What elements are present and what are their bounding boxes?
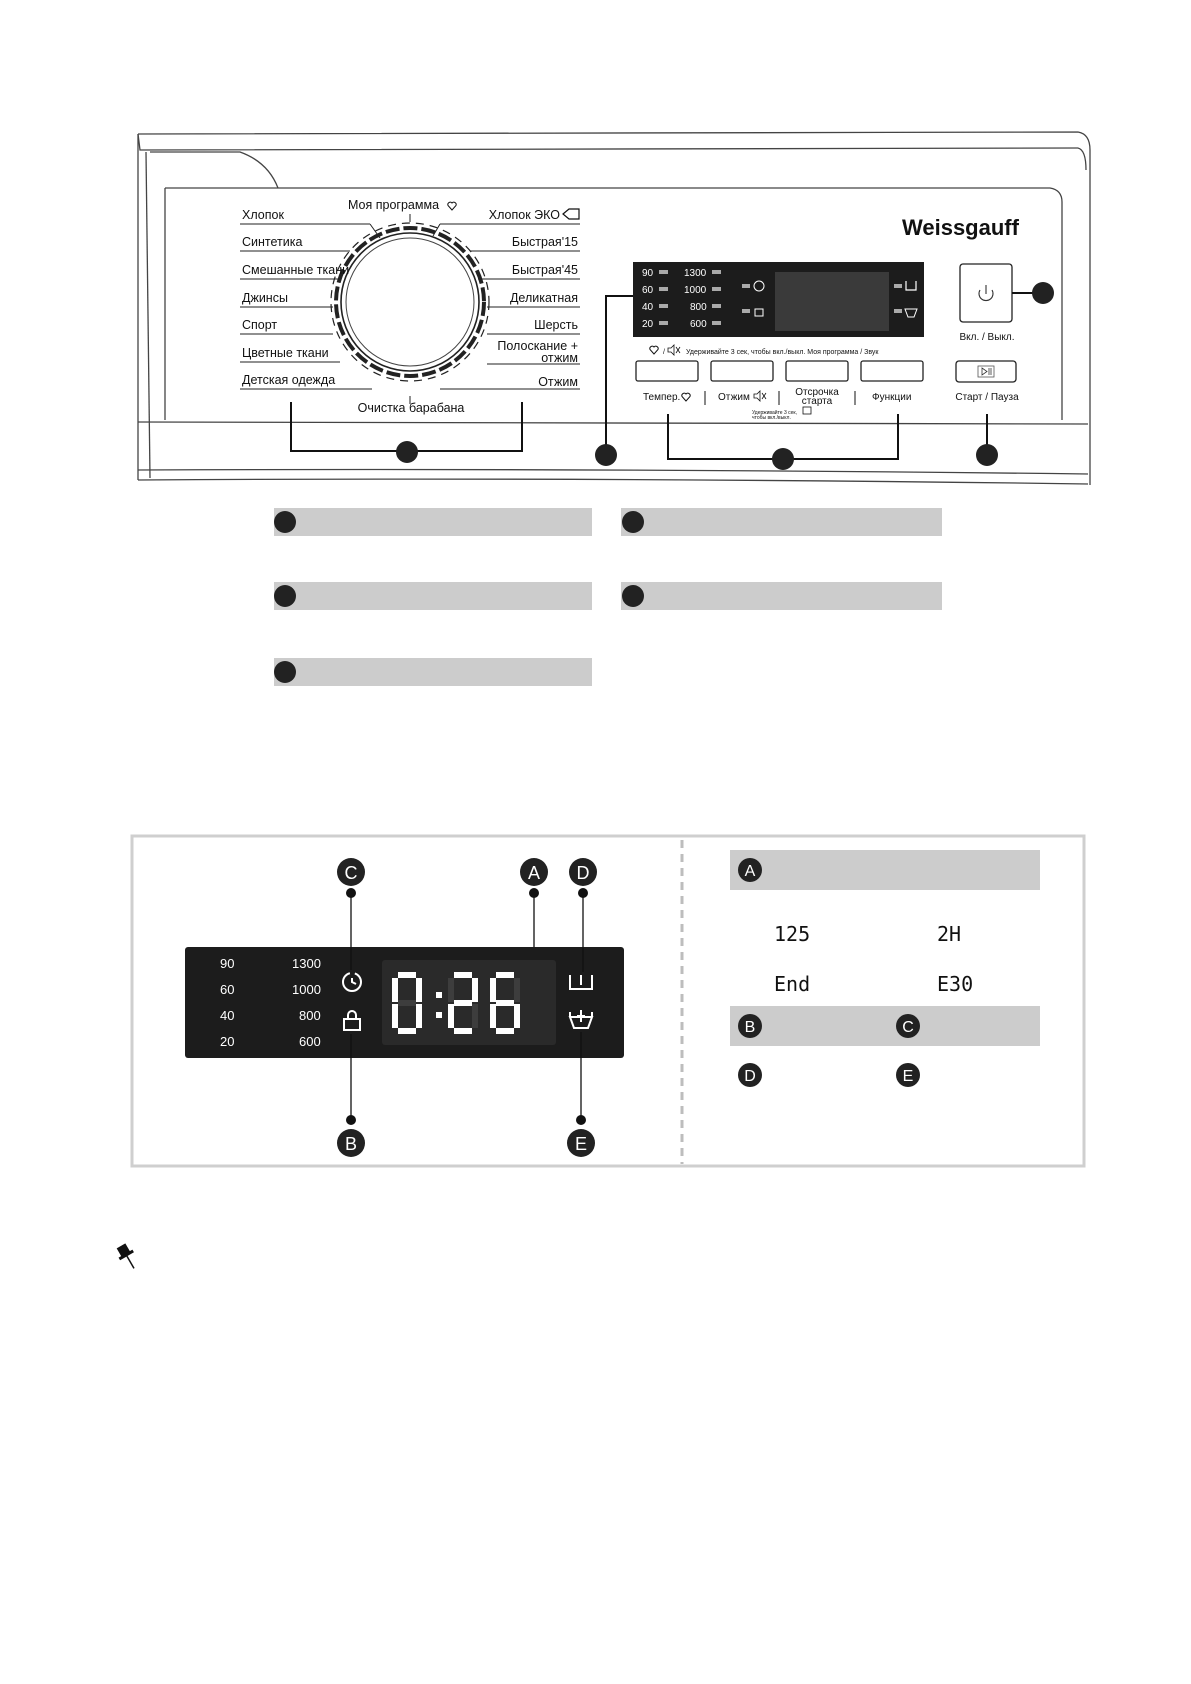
time-colon-dot	[436, 1012, 442, 1018]
time-digit-segment	[448, 1004, 454, 1028]
legend-code-2h: 2H	[937, 922, 962, 946]
hold-hint: Удерживайте 3 сек, чтобы вкл./выкл. Моя программа / Звук	[686, 349, 879, 356]
time-digit-segment	[490, 978, 496, 1002]
heart-icon	[650, 346, 658, 354]
delay-button-label-2: старта	[801, 396, 833, 407]
panel-legend	[274, 508, 942, 686]
slash-sep: /	[663, 349, 665, 356]
callout-marker-display	[595, 444, 617, 466]
program-label-sport: Спорт	[242, 318, 278, 332]
program-label-jeans: Джинсы	[242, 291, 288, 305]
time-digit-segment	[416, 1004, 422, 1028]
detail-temp-20: 20	[220, 1034, 235, 1049]
legend-code-125: 125	[774, 922, 811, 946]
sound-off-icon	[754, 391, 766, 401]
spin-button-label: Отжим	[718, 392, 750, 403]
eco-icon	[563, 209, 579, 219]
time-digit-segment	[454, 972, 472, 978]
marker-D	[569, 858, 597, 886]
detail-temp-90: 90	[220, 956, 235, 971]
time-digit-segment	[496, 1028, 514, 1034]
svg-text:A: A	[744, 863, 756, 880]
delay-hint-1: Удерживайте 3 сек,	[752, 410, 798, 416]
functions-button-label: Функции	[872, 392, 912, 403]
time-digit-segment	[472, 978, 478, 1002]
callout-marker-start	[976, 444, 998, 466]
time-digit-segment	[496, 972, 514, 978]
detail-spin-600: 600	[299, 1034, 321, 1049]
program-label-spin: Отжим	[538, 375, 578, 389]
legend-bc-bar	[730, 1006, 1040, 1046]
detail-temp-40: 40	[220, 1008, 235, 1023]
time-digit-segment	[496, 1000, 514, 1006]
time-colon-dot	[436, 992, 442, 998]
time-digit-segment	[398, 1000, 416, 1006]
panel-spin-1000: 1000	[684, 285, 707, 296]
svg-text:E: E	[574, 1134, 588, 1154]
program-label-baby: Детская одежда	[242, 373, 336, 387]
time-digit-segment	[490, 1004, 496, 1028]
brand-logo: Weissgauff	[902, 215, 1019, 240]
program-label-rinse-spin-1: Полоскание +	[497, 339, 578, 353]
svg-text:B: B	[344, 1134, 358, 1154]
legend-de	[738, 1063, 920, 1087]
svg-text:A: A	[527, 863, 541, 883]
legend-a-bar	[730, 850, 1040, 890]
time-digit-segment	[416, 978, 422, 1002]
detail-spin-800: 800	[299, 1008, 321, 1023]
start-pause-label: Старт / Пауза	[955, 392, 1019, 403]
program-label-quick15: Быстрая'15	[511, 235, 578, 249]
program-label-delicate: Деликатная	[509, 291, 578, 305]
time-digit-segment	[472, 1004, 478, 1028]
panel-outline	[138, 132, 1090, 485]
heart-icon	[682, 393, 690, 401]
heart-icon	[448, 202, 456, 210]
power-label: Вкл. / Выкл.	[959, 332, 1015, 343]
time-digit-segment	[454, 1028, 472, 1034]
svg-text:D: D	[576, 863, 590, 883]
detail-temp-60: 60	[220, 982, 235, 997]
program-label-rinse-spin-2: отжим	[541, 351, 578, 365]
program-label-wool: Шерсть	[534, 318, 578, 332]
marker-E	[567, 1129, 595, 1157]
delay-hint-2: чтобы вкл./выкл.	[752, 415, 791, 421]
marker-C	[337, 858, 365, 886]
delay-button-label-1: Отсрочка	[795, 387, 839, 398]
temp-button[interactable]	[636, 361, 698, 381]
program-label-cotton: Хлопок	[242, 208, 284, 222]
panel-temp-20: 20	[642, 319, 654, 330]
time-digit-segment	[398, 1028, 416, 1034]
pin-icon	[114, 1242, 141, 1273]
panel-digit-window	[775, 272, 889, 331]
svg-text:E: E	[902, 1068, 914, 1085]
functions-button[interactable]	[861, 361, 923, 381]
marker-A	[520, 858, 548, 886]
time-digit-segment	[398, 972, 416, 978]
program-label-synthetics: Синтетика	[242, 235, 303, 249]
svg-text:B: B	[744, 1019, 756, 1036]
program-label-drum-clean: Очистка барабана	[357, 401, 465, 415]
panel-temp-90: 90	[642, 268, 654, 279]
program-label-my-program: Моя программа	[348, 198, 440, 212]
program-label-colors: Цветные ткани	[242, 346, 329, 360]
panel-spin-600: 600	[690, 319, 707, 330]
svg-text:D: D	[744, 1068, 756, 1085]
legend-code-end: End	[774, 972, 811, 996]
time-digit-segment	[392, 978, 398, 1002]
time-digit-segment	[514, 978, 520, 1002]
callout-marker-buttons	[772, 448, 794, 470]
time-digit-segment	[392, 1004, 398, 1028]
callout-marker-dial	[396, 441, 418, 463]
panel-spin-1300: 1300	[684, 268, 707, 279]
panel-temp-60: 60	[642, 285, 654, 296]
detail-spin-1300: 1300	[292, 956, 321, 971]
legend-code-e30: E30	[937, 972, 974, 996]
svg-text:C: C	[344, 863, 358, 883]
panel-spin-800: 800	[690, 302, 707, 313]
marker-B	[337, 1129, 365, 1157]
detail-spin-1000: 1000	[292, 982, 321, 997]
time-digit-segment	[454, 1000, 472, 1006]
svg-text:C: C	[902, 1019, 914, 1036]
sound-off-icon	[668, 345, 680, 355]
start-pause-button[interactable]	[956, 361, 1016, 382]
time-digit-segment	[514, 1004, 520, 1028]
lock-icon	[803, 407, 811, 414]
spin-button[interactable]	[711, 361, 773, 381]
panel-temp-40: 40	[642, 302, 654, 313]
panel-display	[633, 262, 924, 337]
program-label-cotton-eco: Хлопок ЭКО	[488, 208, 560, 222]
program-label-quick45: Быстрая'45	[511, 263, 578, 277]
temp-button-label: Темпер.	[643, 392, 681, 403]
program-dial[interactable]	[331, 223, 489, 381]
time-digit-segment	[448, 978, 454, 1002]
program-label-mixed: Смешанные ткани	[242, 263, 350, 277]
delay-start-button[interactable]	[786, 361, 848, 381]
callout-marker-power	[1032, 282, 1054, 304]
